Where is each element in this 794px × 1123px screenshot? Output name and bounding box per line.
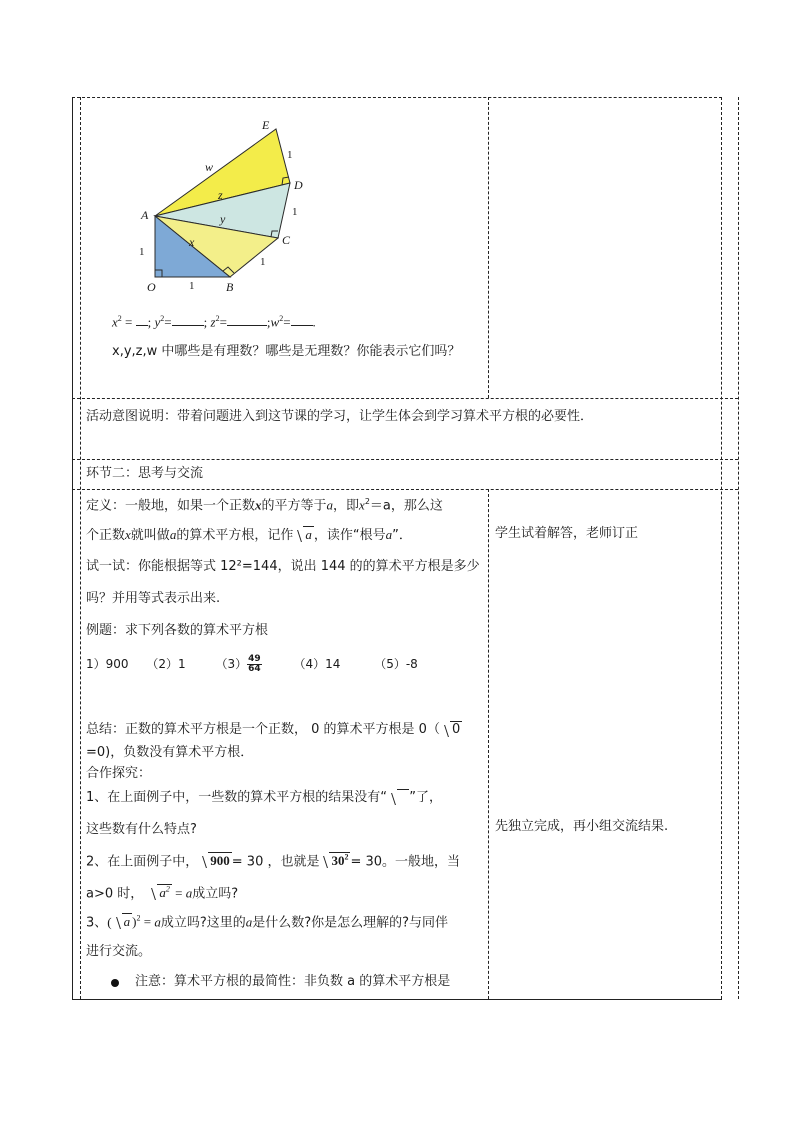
row-divider-1 (72, 398, 738, 399)
teacher-note-2: 先独立完成，再小组交流结果. (495, 819, 669, 834)
teacher-note-1: 学生试着解答，老师订正 (495, 526, 639, 541)
label-x: x (189, 235, 195, 249)
note-line: 注意：算术平方根的最简性：非负数 a 的算术平方根是 (135, 974, 451, 989)
row-divider-3 (72, 489, 738, 490)
label-one-DC: 1 (292, 206, 298, 218)
table-bottom-border (72, 999, 722, 1000)
label-O: O (147, 280, 156, 294)
example-title: 例题：求下列各数的算术平方根 (86, 623, 269, 638)
rational-question: x,y,z,w 中哪些是有理数？哪些是无理数？你能表示它们吗？ (112, 344, 461, 359)
sqrt-a: a (294, 527, 314, 544)
label-z: z (218, 188, 223, 202)
coop-q1-line-1: 1、在上面例子中，一些数的算术平方根的结果没有“ ”了， (86, 790, 443, 805)
label-one-CB: 1 (260, 256, 266, 268)
right-triangle-spiral-figure (130, 112, 320, 297)
coop-q3-line-1: 3、( a )$^2$ = a成立吗?这里的a是什么数?你是怎么理解的?与同伴 (86, 914, 449, 931)
label-A: A (141, 208, 149, 222)
label-y: y (220, 212, 226, 226)
outer-right-border (738, 97, 739, 999)
try-line-2: 吗？并用等式表示出来. (86, 591, 221, 606)
squares-question: $x^2$ = ; $y^2=$ ; $z^2=$ $;w^2=$ . (112, 314, 316, 330)
col-divider-bottom (488, 489, 489, 999)
row-divider-2 (72, 459, 738, 460)
summary-line-1: 总结：正数的算术平方根是一个正数， 0 的算术平方根是 0（ 0 (86, 722, 461, 737)
label-C: C (282, 233, 291, 247)
col-divider-top (488, 97, 489, 398)
inner-left-border (80, 97, 81, 999)
coop-q1-line-2: 这些数有什么特点? (86, 822, 197, 837)
activity-intent: 活动意图说明：带着问题进入到这节课的学习，让学生体会到学习算术平方根的必要性． (86, 409, 594, 424)
fraction-49-64: $\frac{49}{64}$ (248, 654, 261, 674)
coop-q3-line-2: 进行交流。 (86, 944, 152, 959)
table-right-border (721, 97, 722, 999)
summary-line-2: =0)，负数没有算术平方根． (86, 745, 254, 760)
label-D: D (294, 178, 303, 192)
label-one-OB: 1 (189, 280, 195, 292)
definition-line-2: 个正数x就叫做a的算术平方根，记作 a ，读作“根号a”． (86, 527, 412, 543)
label-one-ED: 1 (287, 149, 293, 161)
definition-line-1: 定义：一般地，如果一个正数x的平方等于a，即$x^2=a$，那么这 (86, 497, 443, 514)
table-top-border (72, 97, 722, 98)
table-left-border (72, 97, 73, 999)
label-w: w (205, 160, 214, 174)
coop-title: 合作探究： (86, 766, 152, 781)
coop-q2-line-1: 2、在上面例子中， 900 = 30 ，也就是 $30^2 = 30$。一般地，当 (86, 853, 461, 870)
section-title: 环节二：思考与交流 (86, 466, 204, 481)
bullet-icon (111, 979, 119, 987)
label-B: B (226, 280, 234, 294)
try-line-1: 试一试：你能根据等式 12²=144，说出 144 的的算术平方根是多少 (86, 559, 480, 574)
example-items: 1）900 （2）1 （3） $\frac{49}{64}$ （4）14 （5）-8 (86, 654, 418, 674)
label-E: E (262, 118, 270, 132)
label-one-AO: 1 (139, 246, 145, 258)
coop-q2-line-2: a>0 时， $a^2 = a$成立吗? (86, 885, 239, 902)
